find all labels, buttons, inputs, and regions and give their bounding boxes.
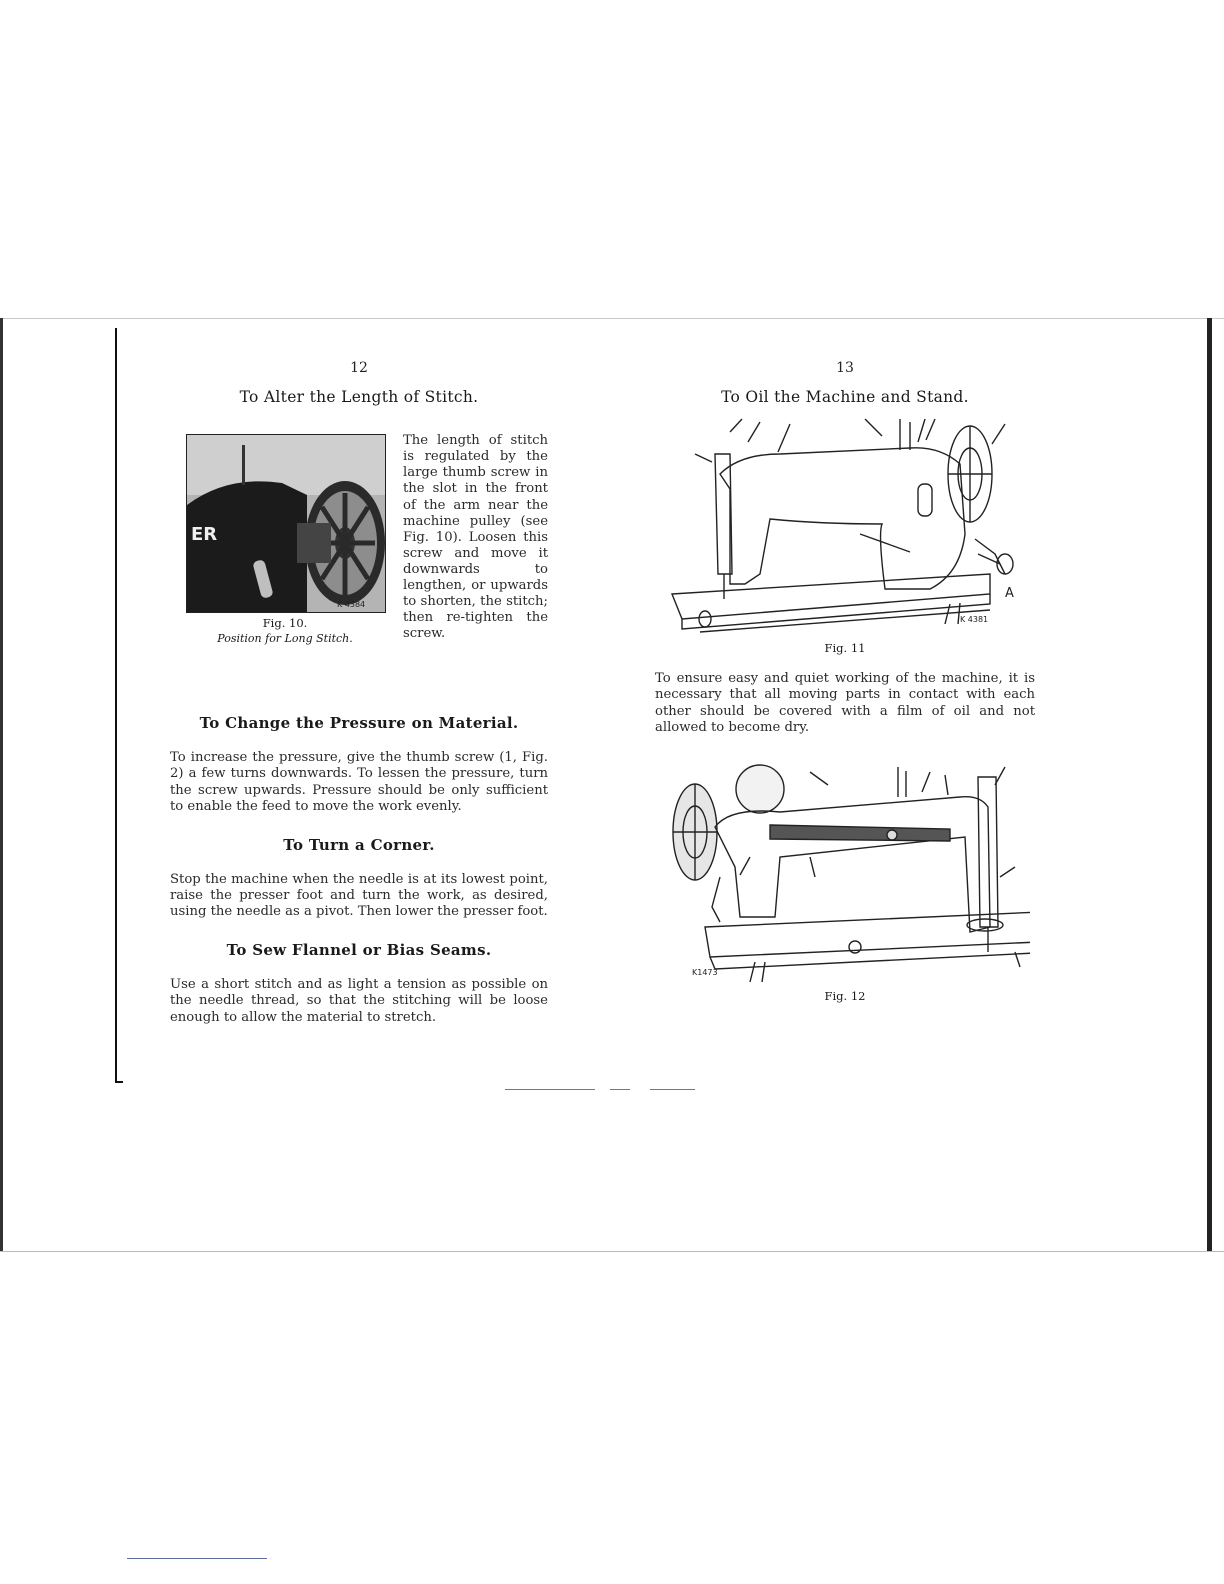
figure-12-drawing <box>660 757 1030 987</box>
oil-text: To ensure easy and quiet working of the machine, it is necessary that all moving parts in contact with each other should be covered with a film of oil and not allowed to become dry. <box>655 671 1035 736</box>
scan-dash <box>505 1089 595 1090</box>
photo-mark: K 4384 <box>337 600 366 609</box>
heading-sew-flannel: To Sew Flannel or Bias Seams. <box>226 940 492 959</box>
pressure-text: To increase the pressure, give the thumb screw (1, Fig. 2) a few turns downwards. To lessen the pressure, turn the screw upwards. Pressure should be only sufficient to enable the feed to move the work evenly. <box>170 750 548 815</box>
figure-12-mark: K1473 <box>692 967 718 977</box>
scan-top-border <box>0 318 1224 319</box>
scan-bottom-border <box>0 1251 1224 1252</box>
heading-oil-machine: To Oil the Machine and Stand. <box>721 388 969 406</box>
figure-10-label: Fig. 10. <box>262 616 308 630</box>
flannel-text: Use a short stitch and as light a tension as possible on the needle thread, so that the stitching will be loose enough to allow the material to stretch. <box>170 976 548 1025</box>
binding-mark-foot <box>115 1081 123 1083</box>
left-page <box>170 360 548 1026</box>
figure-10-block <box>170 416 548 674</box>
figure-11-letter: A <box>1005 586 1014 601</box>
figure-11-mark: K 4381 <box>960 615 989 624</box>
stitch-length-text: The length of stitch is regulated by the large thumb screw in the slot in the front of the arm near the machine pulley (see Fig. 10). Loosen this screw and move it downwards to lengthen, or upwards to shorten, the stitch; then re-tighten the screw. <box>403 433 548 642</box>
heading-alter-stitch: To Alter the Length of Stitch. <box>239 388 479 406</box>
figure-10-photo <box>186 434 386 613</box>
figure-10-caption: Position for Long Stitch. <box>217 632 353 645</box>
binding-mark <box>115 328 117 1083</box>
page-number: 12 <box>350 360 368 376</box>
scan-right-border <box>1207 318 1212 1252</box>
scan-left-border <box>0 318 3 1252</box>
photo-brand-letters: ER <box>191 524 218 545</box>
heading-change-pressure: To Change the Pressure on Material. <box>199 714 519 732</box>
right-page <box>655 360 1035 1003</box>
footer-link-underline <box>127 1558 267 1559</box>
figure-11-drawing <box>660 414 1030 639</box>
heading-turn-corner: To Turn a Corner. <box>283 835 435 854</box>
sewing-machine-pulley-photo <box>187 435 385 612</box>
scan-dash <box>650 1089 695 1090</box>
corner-text: Stop the machine when the needle is at its lowest point, raise the presser foot and turn the work, as desired, using the needle as a pivot. Then lower the presser foot. <box>170 871 548 920</box>
figure-12-label: Fig. 12 <box>824 988 866 1003</box>
page-number: 13 <box>836 360 854 376</box>
figure-11-label: Fig. 11 <box>824 641 866 655</box>
scan-dash <box>610 1089 630 1090</box>
